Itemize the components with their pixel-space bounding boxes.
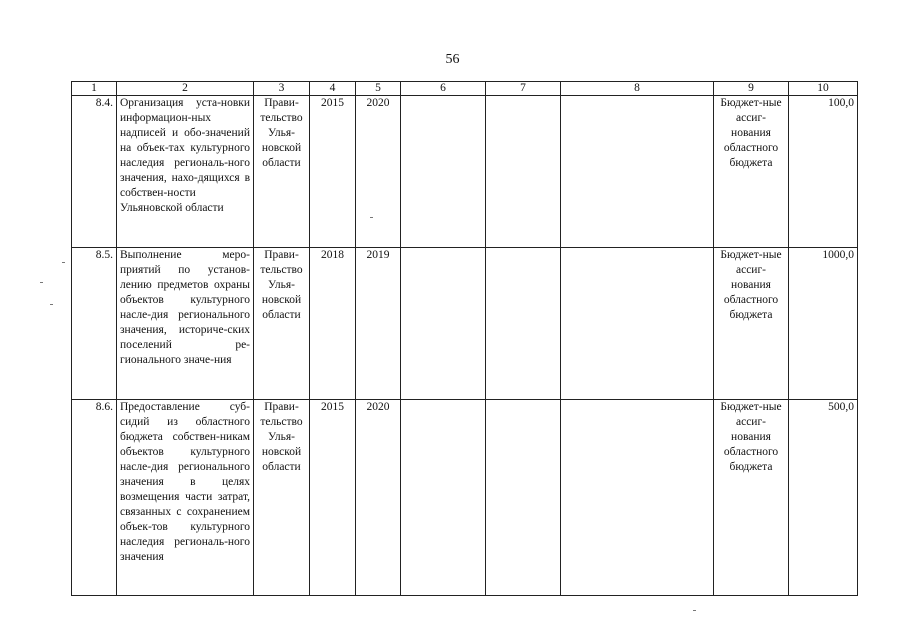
cell-col8	[561, 96, 714, 248]
program-activities-table	[71, 81, 858, 596]
row-number: 8.5.	[72, 248, 117, 400]
header-row	[72, 82, 858, 96]
column-header: 4	[310, 82, 356, 96]
start-year: 2015	[310, 400, 356, 596]
funding-amount: 1000,0	[789, 248, 858, 400]
activity-description: Выполнение меро-приятий по установ-лению предметов охраны объектов культурного насле-дия регионального значения, историче-ских поселений ре-гионального значе-ния	[117, 248, 254, 400]
end-year: 2019	[356, 248, 401, 400]
column-header: 7	[486, 82, 561, 96]
responsible-executor: Прави-тельство Улья-новской области	[254, 400, 310, 596]
start-year: 2018	[310, 248, 356, 400]
cell-col6	[401, 248, 486, 400]
responsible-executor: Прави-тельство Улья-новской области	[254, 248, 310, 400]
table-row	[72, 248, 858, 400]
column-header: 1	[72, 82, 117, 96]
end-year: 2020	[356, 96, 401, 248]
funding-amount: 500,0	[789, 400, 858, 596]
scan-speck	[370, 217, 373, 218]
table-row	[72, 96, 858, 248]
cell-col6	[401, 96, 486, 248]
funding-source: Бюджет-ные ассиг-нования областного бюджета	[714, 96, 789, 248]
funding-source: Бюджет-ные ассиг-нования областного бюджета	[714, 400, 789, 596]
cell-col6	[401, 400, 486, 596]
row-number: 8.4.	[72, 96, 117, 248]
start-year: 2015	[310, 96, 356, 248]
end-year: 2020	[356, 400, 401, 596]
row-number: 8.6.	[72, 400, 117, 596]
page-number: 56	[445, 52, 460, 67]
table-row	[72, 400, 858, 596]
cell-col7	[486, 248, 561, 400]
activity-description: Организация уста-новки информацион-ных надписей и обо-значений на объек-тах культурного наследия региональ-ного значения, нахо-дящихся в собствен-ности Ульяновской области	[117, 96, 254, 248]
cell-col7	[486, 96, 561, 248]
column-header: 10	[789, 82, 858, 96]
column-header: 3	[254, 82, 310, 96]
column-header: 8	[561, 82, 714, 96]
column-header: 2	[117, 82, 254, 96]
scan-speck	[50, 304, 53, 305]
funding-source: Бюджет-ные ассиг-нования областного бюджета	[714, 248, 789, 400]
cell-col7	[486, 400, 561, 596]
column-header: 6	[401, 82, 486, 96]
cell-col8	[561, 400, 714, 596]
cell-col8	[561, 248, 714, 400]
scan-speck	[62, 262, 65, 263]
funding-amount: 100,0	[789, 96, 858, 248]
scan-speck	[40, 282, 43, 283]
column-header: 9	[714, 82, 789, 96]
column-header: 5	[356, 82, 401, 96]
responsible-executor: Прави-тельство Улья-новской области	[254, 96, 310, 248]
scan-speck	[693, 610, 696, 611]
activity-description: Предоставление суб-сидий из областного бюджета собствен-никам объектов культурного насле-дия регионального значения в целях возмещения части затрат, связанных с сохранением объек-тов культурного наследия региональ-ного значения	[117, 400, 254, 596]
